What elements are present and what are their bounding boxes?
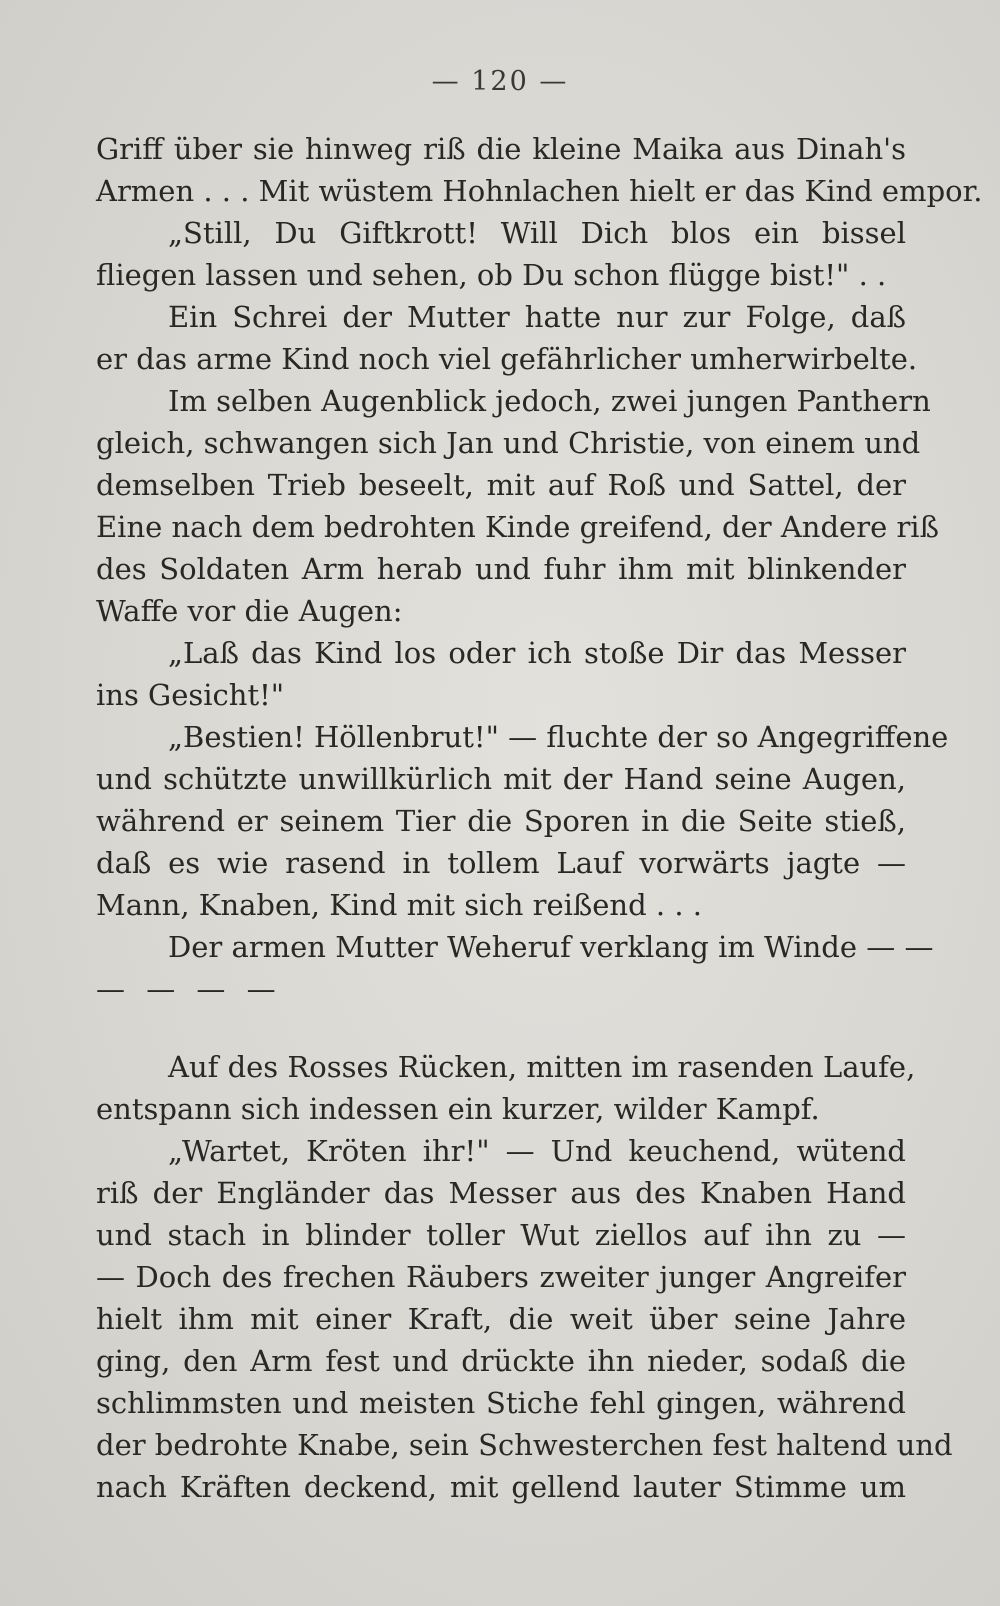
page-number: — 120 —: [431, 66, 569, 97]
text-line: des Soldaten Arm herab und fuhr ihm mit blinkender: [96, 552, 906, 586]
text-line: daß es wie rasend in tollem Lauf vorwärts jagte —: [96, 846, 906, 880]
text-line: gleich, schwangen sich Jan und Christie, von einem und: [96, 426, 921, 460]
text-line: — — — —: [96, 972, 282, 1006]
text-line: Eine nach dem bedrohten Kinde greifend, der Andere riß: [96, 510, 939, 544]
text-line: fliegen lassen und sehen, ob Du schon flügge bist!" . .: [96, 258, 887, 292]
text-line: schlimmsten und meisten Stiche fehl gingen, während: [96, 1386, 906, 1420]
text-line: ging, den Arm fest und drückte ihn nieder, sodaß die: [96, 1344, 906, 1378]
text-line: riß der Engländer das Messer aus des Knaben Hand: [96, 1176, 906, 1210]
section-break: [96, 1010, 906, 1046]
text-line: während er seinem Tier die Sporen in die Seite stieß,: [96, 804, 906, 838]
text-line: Auf des Rosses Rücken, mitten im rasenden Laufe,: [168, 1050, 916, 1084]
text-line: Armen . . . Mit wüstem Hohnlachen hielt er das Kind empor.: [96, 174, 983, 208]
text-line: Ein Schrei der Mutter hatte nur zur Folge, daß: [168, 300, 906, 334]
text-line: Im selben Augenblick jedoch, zwei jungen Panthern: [168, 384, 931, 418]
text-line: „Wartet, Kröten ihr!" — Und keuchend, wütend: [168, 1134, 906, 1168]
text-line: „Laß das Kind los oder ich stoße Dir das Messer: [168, 636, 906, 670]
text-line: der bedrohte Knabe, sein Schwesterchen fest haltend und: [96, 1428, 953, 1462]
text-line: Waffe vor die Augen:: [96, 594, 403, 628]
text-line: entspann sich indessen ein kurzer, wilder Kampf.: [96, 1092, 820, 1126]
text-line: ins Gesicht!": [96, 678, 285, 712]
text-line: Mann, Knaben, Kind mit sich reißend . . .: [96, 888, 702, 922]
text-line: — Doch des frechen Räubers zweiter junger Angreifer: [96, 1260, 906, 1294]
text-line: „Bestien! Höllenbrut!" — fluchte der so Angegriffene: [168, 720, 949, 754]
text-line: Griff über sie hinweg riß die kleine Maika aus Dinah's: [96, 132, 906, 166]
body-text: [96, 128, 983, 1508]
text-line: und stach in blinder toller Wut ziellos auf ihn zu —: [96, 1218, 906, 1252]
text-line: er das arme Kind noch viel gefährlicher umherwirbelte.: [96, 342, 918, 376]
text-line: Der armen Mutter Weheruf verklang im Winde — —: [168, 930, 934, 964]
text-line: hielt ihm mit einer Kraft, die weit über seine Jahre: [96, 1302, 906, 1336]
text-line: nach Kräften deckend, mit gellend lauter Stimme um: [96, 1470, 906, 1504]
text-line: und schützte unwillkürlich mit der Hand seine Augen,: [96, 762, 906, 796]
text-line: demselben Trieb beseelt, mit auf Roß und Sattel, der: [96, 468, 906, 502]
text-line: „Still, Du Giftkrott! Will Dich blos ein bissel: [168, 216, 906, 250]
